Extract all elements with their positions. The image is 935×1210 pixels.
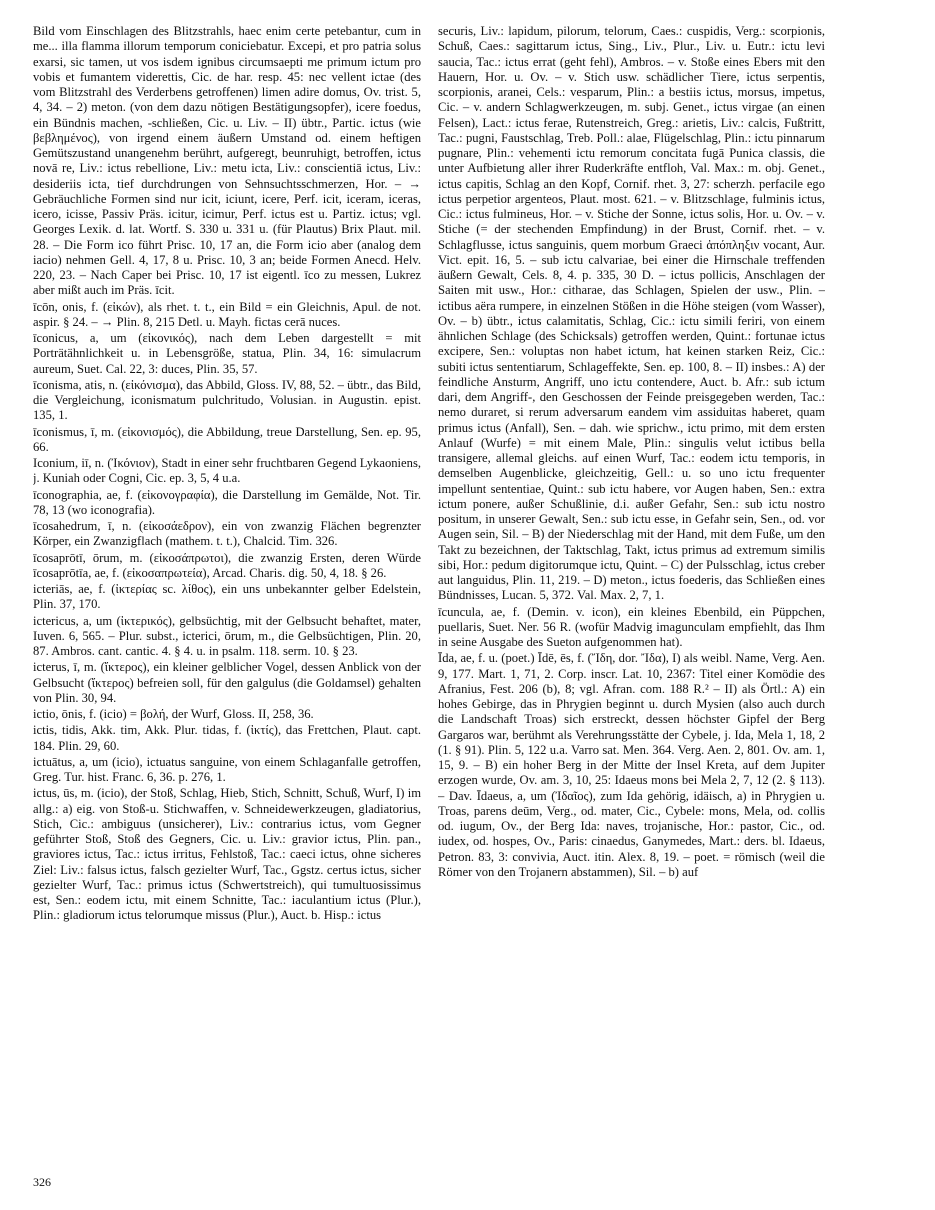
dictionary-entry: Īda, ae, f. u. (poet.) Īdē, ēs, f. (Ἴδη, dor. Ἴδα), I) als weibl. Name, Verg. Aen. 9, 177. Mart. 1, 71, 2. Corp. inscr. Lat. 10, 2367: Titel einer Komödie des Afranius, Fest. 206 (b), 8; vgl. Afran. com. 188 R.² – II) als Örtl.: A) ein hohes Gebirge, das in Phrygien beginnt u. durch Mysien (also auch durch die Landschaft Troas) sich erstreckt, dessen höchster Gipfel der Berg Gargaros war, berühmt als Verehrungsstätte der Cybele, j. Ida, Mela 1, 18, 2 (1. § 91). Plin. 5, 122 u.a. Varro sat. Men. 364. Verg. Aen. 2, 801. Ov. am. 1, 15, 9. – B) ein hoher Berg in der Mitte der Insel Kreta, auf dem Jupiter erzogen wurde, Ov. am. 3, 10, 25: Idaeus mons bei Mela 2, 7, 12 (2. § 113). – Dav. Īdaeus, a, um (Ἰδαῖος), zum Ida gehörig, idäisch, a) in Phrygien u. Troas, parens deūm, Verg., od. mater, Cic., Cybele: mons, Mela, od. collis od. iugum, Ov., der Berg Ida: naves, trojanische, Hor.: pastor, Cic., od. iudex, od. hospes, Ov., Paris: cinaedus, Ganymedes, Mart.: ders. bl. Idaeus, Petron. 83, 3: convivia, Auct. itin. Alex. 8, 19. – poet. = römisch (weil die Römer von den Trojanern abstammen), Sil. – b) auf [438,651,825,879]
dictionary-entry: ictus, ūs, m. (icio), der Stoß, Schlag, Hieb, Stich, Schnitt, Schuß, Wurf, I) im allg.: a) eig. von Stoß-u. Stichwaffen, v. Schneidewerkzeugen, gladiatorius, Stich, Cic.: ambiguus (unsicherer), Liv.: contrarius ictus, vom Gegner geführter Stoß, Stoß des Gegners, Cic. u. Liv.: gravior ictus, Plin. pan., graviores ictus, Tac.: ictus irritus, Fehlstoß, Tac.: caeci ictus, ohne sicheres Ziel: Liv.: falsus ictus, falsch gezielter Wurf, Tac., Ggstz. certus ictus, sicher gezielter Wurf, Tac.: primus ictus (Schwertstreich), qui tumultuosissimus est, Sen.: eodem ictu, mit einem Schnitte, Tac.: iaculantium ictus (Plur.), Plin.: gladiorum ictus telorumque missus (Plur.), Auct. b. Hisp.: ictus [33,786,421,923]
dictionary-entry: ictis, tidis, Akk. tim, Akk. Plur. tidas, f. (ἰκτίς), das Frettchen, Plaut. capt. 184. Plin. 29, 60. [33,723,421,753]
dictionary-entry: īconicus, a, um (εἰκονικός), nach dem Leben dargestellt = mit Porträtähnlichkeit u. in Lebensgröße, statua, Plin. 34, 16: simulacrum aureum, Suet. Cal. 22, 3: duces, Plin. 35, 57. [33,331,421,376]
dictionary-entry: ictio, ōnis, f. (icio) = βολή, der Wurf, Gloss. II, 258, 36. [33,707,314,721]
dictionary-entry: Iconium, iī, n. (Ἰκόνιον), Stadt in einer sehr fruchtbaren Gegend Lykaoniens, j. Kuniah oder Cogni, Cic. ep. 3, 5, 4 u.a. [33,456,421,486]
dictionary-entry: icterus, ī, m. (ἴκτερος), ein kleiner gelblicher Vogel, dessen Anblick von der Gelbsucht (ἴκτερος) befreien soll, für den galgulus (die Goldamsel) gehalten von Plin. 30, 94. [33,660,421,705]
dictionary-entry: securis, Liv.: lapidum, pilorum, telorum, Caes.: cuspidis, Verg.: scorpionis, Schuß, Caes.: sagittarum ictus, Sing., Liv., Plur., Liv. u. Eutr.: ictu levi saucia, Tac.: ictus errat (geht fehl), Ambros. – v. Stoße eines Ebers mit den Hauern, Hor. u. Ov. – v. Stich usw. schädlicher Tiere, ictus serpentis, scorpionis, aranei, Cels.: vesparum, Plin.: a bestiis ictus, morsus, impetus, Cic. – v. andern Schlagwerkzeugen, m. subj. Genet., ictus virgae (an einen Felsen), Lact.: ictus ferae, Rutenstreich, Greg.: arietis, Liv.: calcis, Fußtritt, Tac.: pugni, Faustschlag, Treb. Poll.: alae, Flügelschlag, Plin.: ictu pinnarum pugnare, Plin.: vehementi ictu remorum concitata fugā Punica classis, die unter Aufbietung aller ihrer Ruderkräfte entfloh, Val. Max.: m. obj. Genet., ictus capitis, Schlag an den Kopf, Cornif. rhet. 3, 27: scherzh. perfacile ego ictus perpetior argenteos, Plaut. most. 621. – v. Blitzschlage, fulminis ictus, Cic.: ictus fulmineus, Hor. – v. Stiche der Sonne, ictus solis, Hor. u. Ov. – v. Stiche (= der stechenden Empfindung) in der Brust, Cornif. rhet. – v. Schlagflusse, ictus sanguinis, quem morbum Graeci ἀπόπληξιν vocant, Aur. Vict. epit. 16, 5. – sub ictu calvariae, bei einer die Hirnschale treffenden äußern Gewalt, Cels. 8, 4. p. 335, 30 D. – ictus pollicis, Anschlagen der Saiten mit usw., Hor.: citharae, das Schlagen, Spielen der usw., Plin. – ictibus aëra rumpere, in einzelnen Stößen in die Höhe steigen (vom Wasser), Ov. – b) übtr., ictus calamitatis, Schlag, Cic.: ictu simili feriri, von einem ähnlichen Schlage (des Schicksals) getroffen werden, Quint.: fortunae ictus excipere, Sen.: voluptas non habet ictum, hat keinen starken Reiz, Cic.: subiti ictus sententiarum, Schlageffekte, Sen. ep. 100, 8. – II) insbes.: A) der feindliche Ansturm, Angriff, uno ictu contendere, Auct. b. Afr.: sub ictum dari, dem Angriff-, den Geschossen der Feinde preisgegeben werden, Tac.: nemo duraret, si rerum adversarum eandem vim assiduitas haberet, quam primus ictus (Anfall), Sen. – dah. wie sprichw., ictu primo, mit dem ersten Anlauf (Wurfe) = mit einem Male, Plin.: singulis velut ictibus bella transigere, allemal gleichs. auf einen Wurf, Tac.: eodem ictu temporis, in demselben Augenblicke, gleichzeitig, Gell.: u. so uno ictu frequenter impellunt sententiae, Quint.: sub ictu habere, vor Augen haben, Sen.: extra ictum ponere, außer Schußlinie, d.i. außer Gefahr, Sen.: sub ictu nostro positum, in unserer Gewalt, Sen.: sub ictu esse, in Gefahr sein, Sen., od. vor Augen sein, Sil. – B) der Niederschlag mit der Hand, mit dem Fuße, um den Takt zu bezeichnen, der Taktschlag, Takt, ictus primus ad extremum similis sibi, Hor.: pedum digitorumque ictu, Quint. – C) der Pulsschlag, ictus creber aut languidus, Plin. 11, 219. – D) meton., ictus foederis, das Schließen eines Bündnisses, Lucan. 5, 372. Val. Max. 2, 7, 1. [438,24,825,603]
right-column [438,24,825,1189]
left-column [33,24,421,1189]
dictionary-entry: Bild vom Einschlagen des Blitzstrahls, haec enim certe petebantur, cum in me... illa flamma illorum temporum coniciebatur. Excepi, et pro patria solus exarsi, sic tamen, ut vos isdem ignibus circumsaepti me primum ictum pro vobis et fumantem viderettis, Cic. de har. resp. 45: nec vellent ictae (des vom Blitzstrahl des Verderbens getroffenen) limen adire domus, Ov. trist. 5, 4, 34. – 2) meton. (von dem dazu nötigen Bestätigungsopfer), icere foedus, ein Bündnis machen, -schließen, Cic. u. Liv. – II) übtr., Partic. ictus (wie βεβλημένος), von irgend einem äußern Umstand od. einem heftigen Gemütszustand unangenehm berührt, aufgeregt, beunruhigt, betroffen, ictus novā re, Liv.: ictus rebellione, Liv.: metu icta, Liv.: conscientiā ictus, Liv.: desideriis icta, tief durchdrungen von Sehnsuchtsschmerzen, Hor. – → Gebräuchliche Formen sind nur icit, iciunt, icere, Perf. icit, iceram, iceras, icero, icisse, Passiv Präs. icitur, icimur, Perf. ictus est u. Partiz. ictus; vgl. Georges Lexik. d. lat. Wortf. S. 330 u. 331 u. (für Plautus) Brix Plaut. mil. 28. – Die Form ico führt Prisc. 10, 17 an, die Form icio aber (analog dem iacio) nehmen Gell. 4, 17, 8 u. Prisc. 10, 3 an; beide Formen Anecd. Helv. 220, 23. – Nach Caper bei Prisc. 10, 17 ist eigentl. īco zu messen, Lukrez aber mißt auch im Präs. īcit. [33,24,421,298]
dictionary-entry: īcuncula, ae, f. (Demin. v. icon), ein kleines Ebenbild, ein Püppchen, puellaris, Suet. Ner. 56 R. (wofür Madvig imagunculam empfiehlt, das Ihm in seine Ausgabe des Sueton aufgenommen hat). [438,604,825,649]
dictionary-entry: icteriās, ae, f. (ἰκτερίας sc. λίθος), ein uns unbekannter gelber Edelstein, Plin. 37, 170. [33,582,421,612]
dictionary-entry: ictuātus, a, um (icio), ictuatus sanguine, von einem Schlaganfalle getroffen, Greg. Tur. hist. Franc. 6, 36. p. 276, 1. [33,754,421,784]
dictionary-entry: īcosaprōtī, ōrum, m. (εἰκοσάπρωτοι), die zwanzig Ersten, deren Würde īcosaprōtīa, ae, f. (εἰκοσαπρωτεία), Arcad. Charis. dig. 50, 4, 18. § 26. [33,550,421,580]
dictionary-entry: īcosahedrum, ī, n. (εἰκοσάεδρον), ein von zwanzig Flächen begrenzter Körper, ein Zwanzigflach (mathem. t. t.), Chalcid. Tim. 326. [33,519,421,549]
dictionary-entry: īconisma, atis, n. (εἰκόνισμα), das Abbild, Gloss. IV, 88, 52. – übtr., das Bild, die Vergleichung, iconismatum pulchritudo, Volusian. in Augustin. epist. 135, 1. [33,377,421,423]
dictionary-entry: īcōn, onis, f. (εἰκών), als rhet. t. t., ein Bild = ein Gleichnis, Apul. de not. aspir. § 24. – → Plin. 8, 215 Detl. u. Mayh. fictas cerā nuces. [33,299,421,329]
dictionary-entry: ictericus, a, um (ἰκτερικός), gelbsüchtig, mit der Gelbsucht behaftet, mater, Iuven. 6, 565. – Plur. subst., icterici, ōrum, m., die Gelbsüchtigen, Plin. 20, 87. Ambros. cant. cantic. 4. § 4. u. in psalm. 118. serm. 10. § 23. [33,613,421,658]
dictionary-entry: īconographia, ae, f. (εἰκονογραφία), die Darstellung im Gemälde, Not. Tir. 78, 13 (wo iconografia). [33,487,421,517]
page-number: 326 [33,1175,51,1189]
dictionary-entry: īconismus, ī, m. (εἰκονισμός), die Abbildung, treue Darstellung, Sen. ep. 95, 66. [33,424,421,454]
